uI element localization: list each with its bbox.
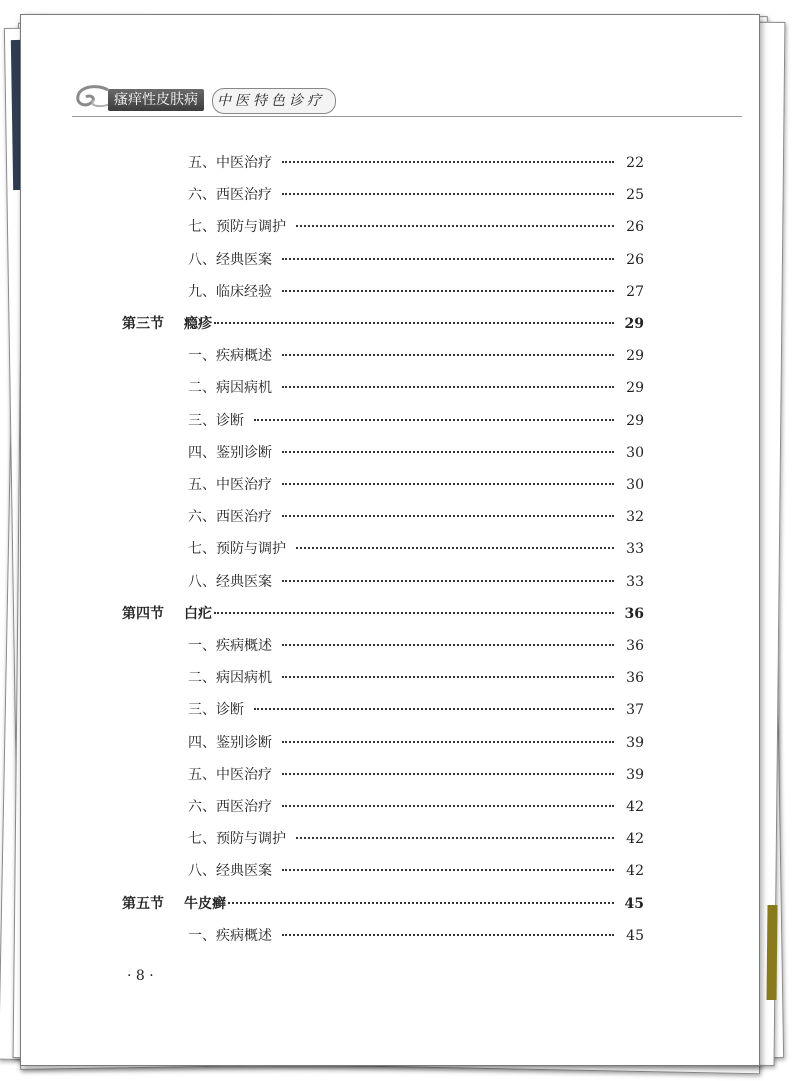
dot-leader [282, 869, 614, 871]
toc-page-number: 33 [626, 541, 644, 557]
dot-leader [282, 934, 614, 936]
toc-entry-title: 白疕 [184, 606, 212, 622]
toc-entry-title: 七、预防与调护 [188, 219, 286, 235]
dot-leader [296, 837, 614, 839]
toc-page-number: 29 [624, 316, 644, 332]
toc-page-number: 45 [626, 928, 644, 944]
toc-entry[interactable] [188, 377, 644, 397]
toc-entry[interactable] [188, 571, 644, 591]
toc-entry-title: 七、预防与调护 [188, 831, 286, 847]
dot-leader [282, 741, 614, 743]
toc-entry[interactable] [188, 281, 644, 301]
toc-page-number: 29 [626, 413, 644, 429]
toc-entry-title: 六、西医治疗 [188, 799, 272, 815]
toc-section-number: 第四节 [122, 606, 164, 622]
toc-page-number: 25 [626, 187, 644, 203]
toc-page-number: 29 [626, 348, 644, 364]
toc-section-number: 第三节 [122, 316, 164, 332]
dot-leader [282, 193, 614, 195]
toc-entry[interactable] [188, 442, 644, 462]
toc-page-number: 36 [626, 670, 644, 686]
toc-entry-title: 八、经典医案 [188, 252, 272, 268]
dot-leader [282, 161, 614, 163]
series-title: 中医特色诊疗 [212, 88, 336, 114]
toc-entry-title: 五、中医治疗 [188, 477, 272, 493]
toc-page-number: 42 [626, 799, 644, 815]
toc-entry-title: 五、中医治疗 [188, 767, 272, 783]
dot-leader [282, 644, 614, 646]
dot-leader [282, 580, 614, 582]
toc-page-number: 27 [626, 284, 644, 300]
toc-page-number: 30 [626, 477, 644, 493]
toc-entry[interactable] [188, 249, 644, 269]
toc-page-number: 33 [626, 574, 644, 590]
toc-section-entry[interactable] [122, 603, 644, 623]
toc-entry[interactable] [188, 860, 644, 880]
toc-entry[interactable] [188, 216, 644, 236]
toc-page-number: 45 [624, 896, 644, 912]
toc-page-number: 37 [626, 702, 644, 718]
sheet-edge-stripe [767, 905, 778, 1000]
toc-page-number: 26 [626, 219, 644, 235]
toc-entry-title: 九、临床经验 [188, 284, 272, 300]
toc-section-entry[interactable] [122, 893, 644, 913]
toc-entry[interactable] [188, 796, 644, 816]
dot-leader [282, 451, 614, 453]
toc-entry[interactable] [188, 410, 644, 430]
toc-page-number: 42 [626, 831, 644, 847]
dot-leader [282, 258, 614, 260]
toc-entry[interactable] [188, 506, 644, 526]
dot-leader [254, 419, 614, 421]
toc-page-number: 39 [626, 767, 644, 783]
toc-entry-title: 六、西医治疗 [188, 509, 272, 525]
toc-entry[interactable] [188, 699, 644, 719]
toc-page-number: 39 [626, 735, 644, 751]
dot-leader [282, 483, 614, 485]
toc-entry-title: 二、病因病机 [188, 380, 272, 396]
toc-entry[interactable] [188, 925, 644, 945]
toc-page-number: 30 [626, 445, 644, 461]
toc-entry[interactable] [188, 538, 644, 558]
dot-leader [282, 805, 614, 807]
book-title: 瘙痒性皮肤病 [108, 89, 204, 111]
toc-entry[interactable] [188, 764, 644, 784]
header-rule [72, 116, 742, 117]
dot-leader [254, 708, 614, 710]
dot-leader [282, 354, 614, 356]
toc-section-entry[interactable] [122, 313, 644, 333]
dot-leader [282, 676, 614, 678]
toc-entry-title: 四、鉴别诊断 [188, 735, 272, 751]
toc-page-number: 42 [626, 863, 644, 879]
page-number: · 8 · [127, 968, 154, 984]
toc-entry-title: 八、经典医案 [188, 863, 272, 879]
toc-entry-title: 瘾疹 [184, 316, 212, 332]
toc-entry[interactable] [188, 474, 644, 494]
toc-entry-title: 一、疾病概述 [188, 348, 272, 364]
toc-entry-title: 八、经典医案 [188, 574, 272, 590]
dot-leader [282, 773, 614, 775]
toc-page-number: 32 [626, 509, 644, 525]
toc-page-number: 29 [626, 380, 644, 396]
toc-entry-title: 七、预防与调护 [188, 541, 286, 557]
toc-entry[interactable] [188, 345, 644, 365]
toc-section-number: 第五节 [122, 896, 164, 912]
toc-entry[interactable] [188, 184, 644, 204]
toc-page-number: 36 [624, 606, 644, 622]
dot-leader [296, 547, 614, 549]
dot-leader [228, 902, 614, 904]
toc-page-number: 26 [626, 252, 644, 268]
toc-page-number: 36 [626, 638, 644, 654]
swirl-ornament-icon [72, 82, 112, 112]
dot-leader [296, 225, 614, 227]
toc-entry[interactable] [188, 635, 644, 655]
toc-entry-title: 二、病因病机 [188, 670, 272, 686]
toc-entry-title: 四、鉴别诊断 [188, 445, 272, 461]
dot-leader [282, 515, 614, 517]
toc-entry[interactable] [188, 732, 644, 752]
toc-entry-title: 五、中医治疗 [188, 155, 272, 171]
toc-entry[interactable] [188, 828, 644, 848]
toc-entry[interactable] [188, 667, 644, 687]
dot-leader [282, 290, 614, 292]
toc-entry[interactable] [188, 152, 644, 172]
running-header [72, 78, 742, 118]
toc-entry-title: 六、西医治疗 [188, 187, 272, 203]
toc-entry-title: 一、疾病概述 [188, 928, 272, 944]
dot-leader [214, 322, 614, 324]
toc-entry-title: 一、疾病概述 [188, 638, 272, 654]
toc-page-number: 22 [626, 155, 644, 171]
toc-entry-title: 三、诊断 [188, 702, 244, 718]
toc-entry-title: 三、诊断 [188, 413, 244, 429]
dot-leader [282, 386, 614, 388]
toc-entry-title: 牛皮癣 [184, 896, 226, 912]
dot-leader [214, 612, 614, 614]
